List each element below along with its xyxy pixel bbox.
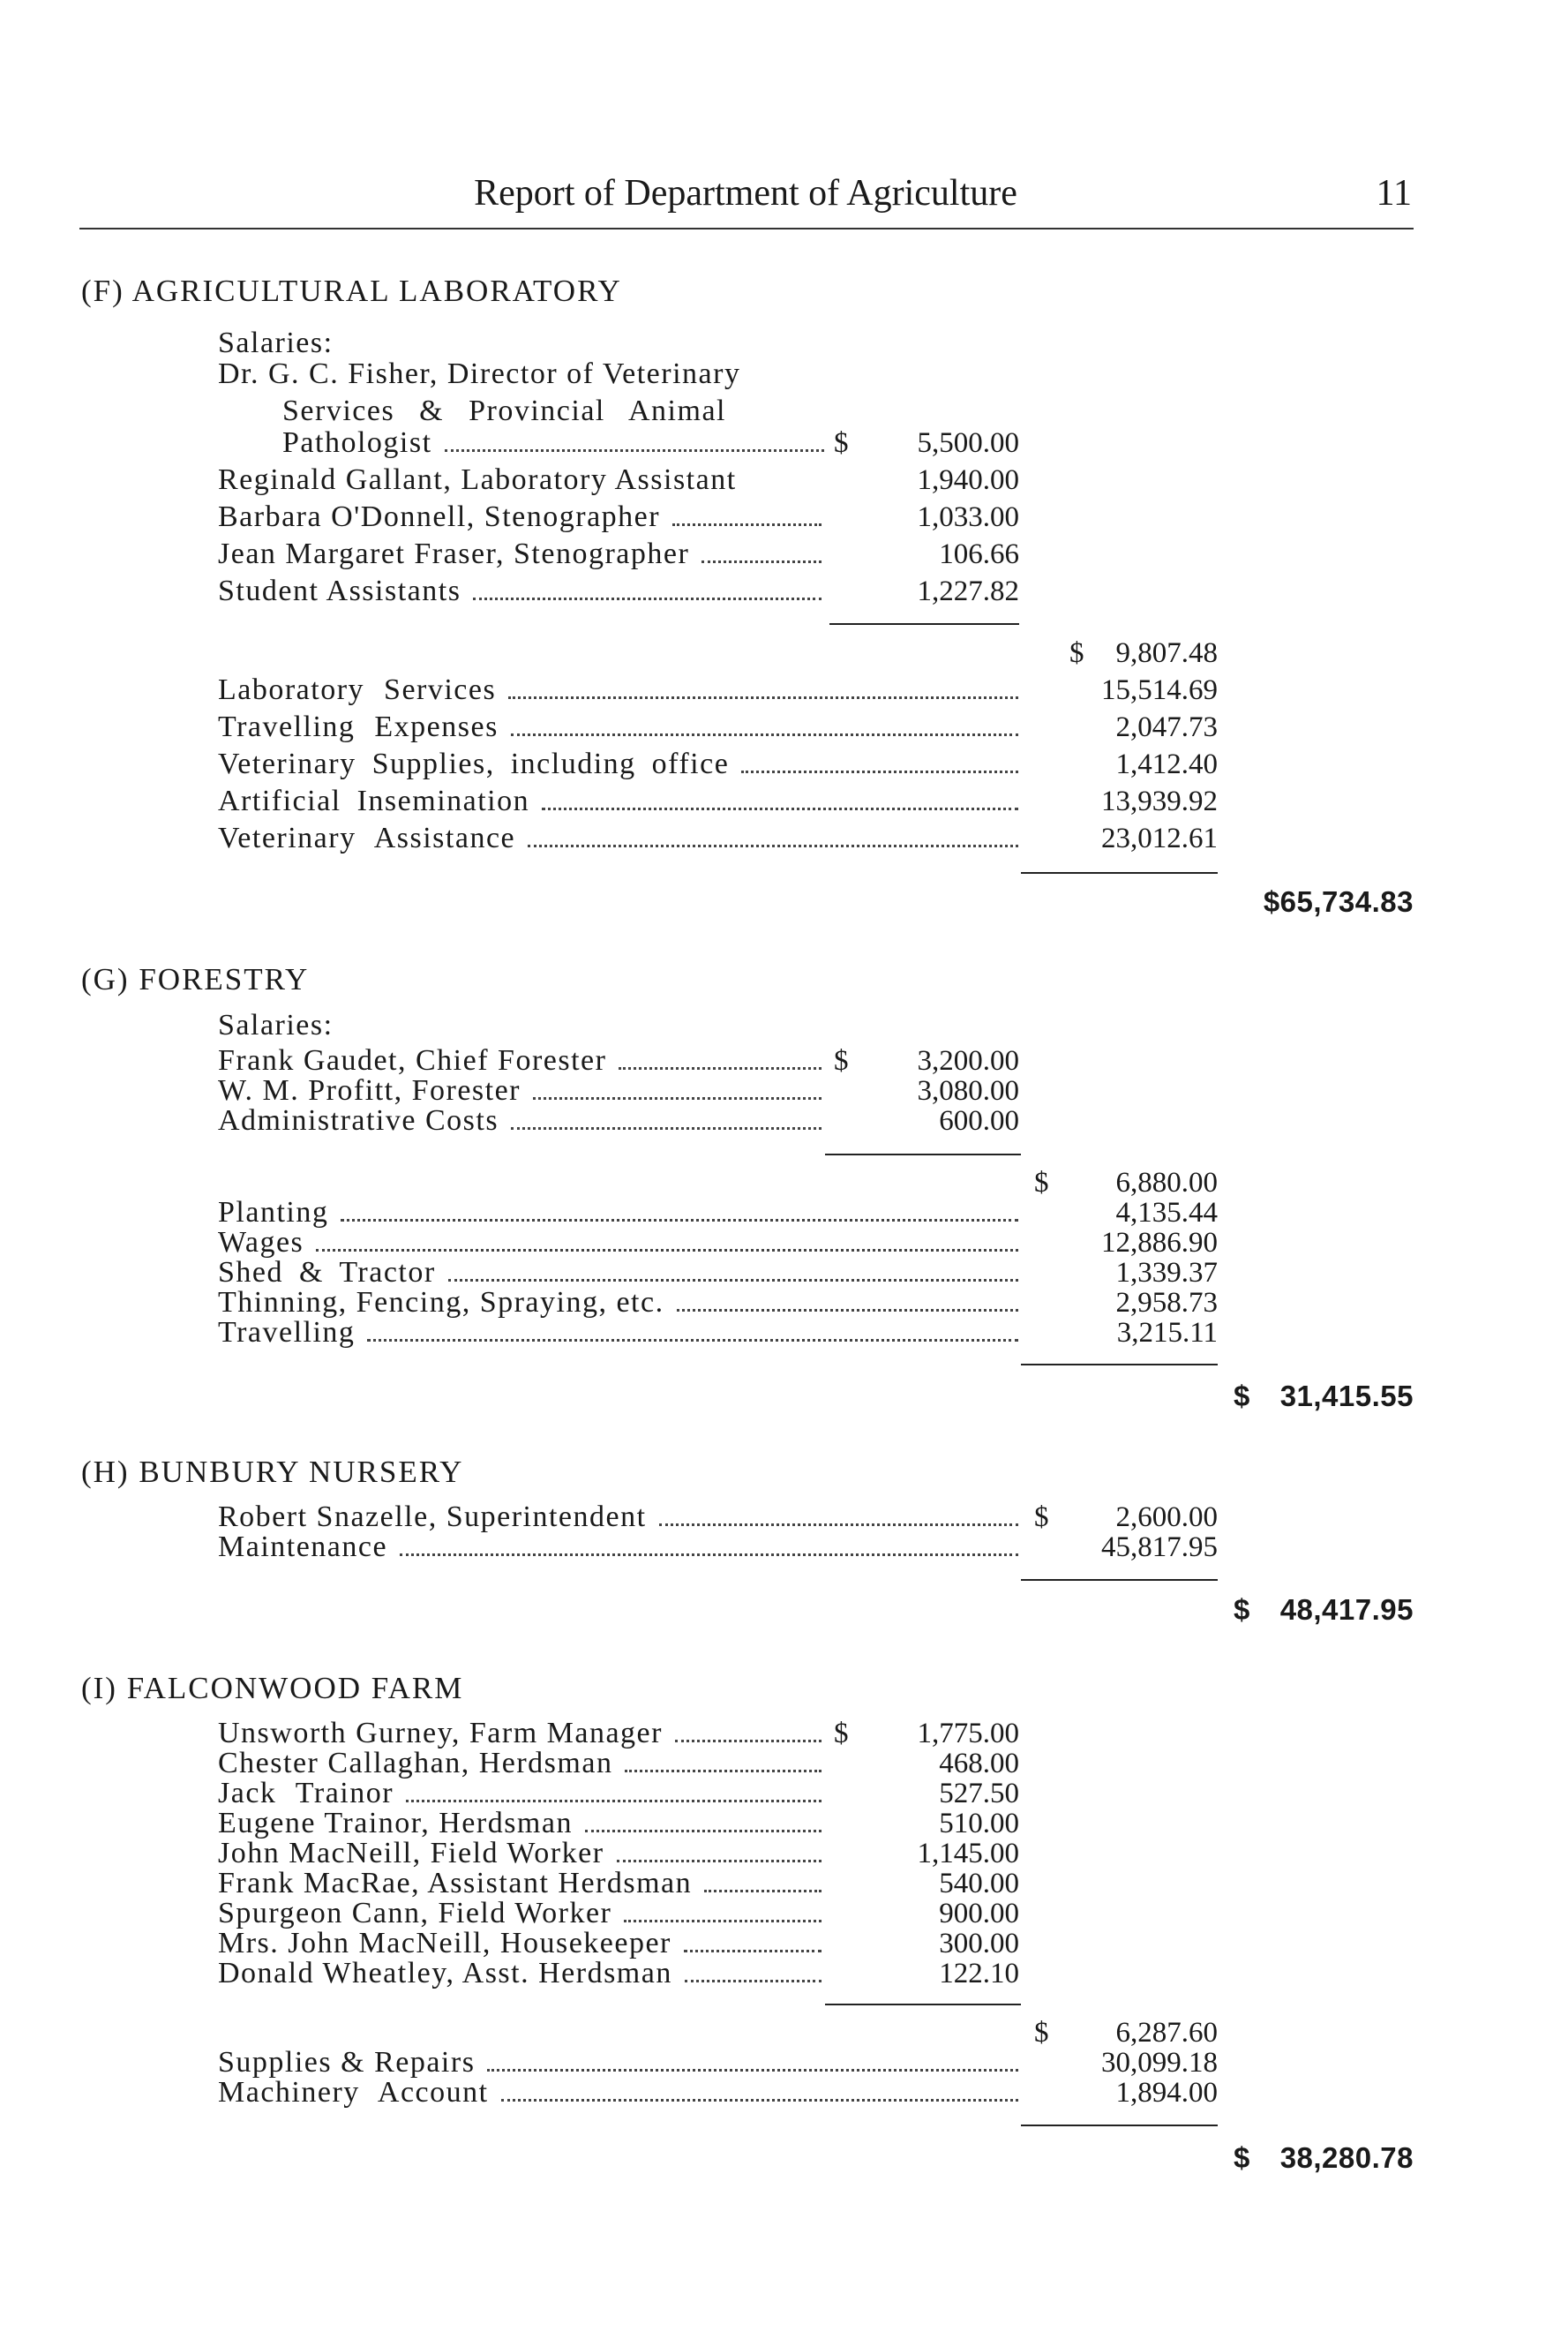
i-salaries-subtotal: 6,287.60 xyxy=(1115,2017,1218,2049)
callaghan-row: Chester Callaghan, Herdsman xyxy=(218,1747,827,1780)
section-f-salaries-label: Salaries: xyxy=(218,327,334,359)
planting-row: Planting xyxy=(218,1196,1024,1230)
currency-sign: $ xyxy=(1234,1593,1250,1626)
subtotal-rule xyxy=(829,623,1019,625)
wheatley-amount: 122.10 xyxy=(939,1958,1019,1989)
i-section-total: 38,280.78 xyxy=(1279,2141,1414,2174)
page-header xyxy=(79,172,1412,225)
planting-amount: 4,135.44 xyxy=(1115,1197,1218,1229)
admin-amount: 600.00 xyxy=(939,1105,1019,1137)
subtotal-rule xyxy=(1021,2125,1218,2126)
f-salaries-subtotal: 9,807.48 xyxy=(1115,637,1218,669)
jack-row: Jack Trainor xyxy=(218,1777,827,1810)
vet-supplies-amount: 1,412.40 xyxy=(1115,748,1218,780)
machinery-row: Machinery Account xyxy=(218,2076,1024,2110)
currency-sign: $ xyxy=(834,1045,849,1077)
supplies-amount: 30,099.18 xyxy=(1101,2047,1218,2079)
profitt-amount: 3,080.00 xyxy=(917,1075,1019,1107)
currency-sign: $ xyxy=(1034,1501,1049,1533)
fisher-line-2: Services & Provincial Animal xyxy=(282,395,726,427)
insemination-amount: 13,939.92 xyxy=(1101,786,1218,817)
shed-amount: 1,339.37 xyxy=(1115,1257,1218,1289)
g-travelling-row: Travelling xyxy=(218,1316,1024,1350)
mrs-macneill-row: Mrs. John MacNeill, Housekeeper xyxy=(218,1927,827,1960)
subtotal-rule xyxy=(1021,1364,1218,1365)
students-amount: 1,227.82 xyxy=(917,575,1019,607)
currency-sign: $ xyxy=(1234,1380,1250,1412)
currency-sign: $ xyxy=(1234,2141,1250,2174)
callaghan-amount: 468.00 xyxy=(939,1748,1019,1779)
gaudet-amount: 3,200.00 xyxy=(917,1045,1019,1077)
gaudet-row: Frank Gaudet, Chief Forester xyxy=(218,1044,827,1078)
snazelle-amount: 2,600.00 xyxy=(1115,1501,1218,1533)
lab-services-row: Laboratory Services xyxy=(218,673,1024,707)
thinning-amount: 2,958.73 xyxy=(1115,1287,1218,1319)
snazelle-row: Robert Snazelle, Superintendent xyxy=(218,1500,1024,1534)
subtotal-rule xyxy=(825,1154,1021,1155)
gallant-amount: 1,940.00 xyxy=(917,464,1019,496)
macrae-row: Frank MacRae, Assistant Herdsman xyxy=(218,1867,827,1900)
machinery-amount: 1,894.00 xyxy=(1115,2077,1218,2109)
g-section-total: 31,415.55 xyxy=(1279,1380,1414,1412)
gallant-row: Reginald Gallant, Laboratory Assistant xyxy=(218,463,737,496)
wages-row: Wages xyxy=(218,1226,1024,1260)
currency-sign: $ xyxy=(834,427,849,459)
eugene-row: Eugene Trainor, Herdsman xyxy=(218,1807,827,1840)
students-row: Student Assistants xyxy=(218,575,827,608)
fisher-line-1: Dr. G. C. Fisher, Director of Veterinary xyxy=(218,357,741,390)
g-travelling-amount: 3,215.11 xyxy=(1116,1317,1218,1349)
profitt-row: W. M. Profitt, Forester xyxy=(218,1074,827,1108)
eugene-amount: 510.00 xyxy=(939,1808,1019,1839)
section-f-heading: (F) AGRICULTURAL LABORATORY xyxy=(81,274,622,308)
f-section-total: $65,734.83 xyxy=(1263,885,1414,918)
lab-services-amount: 15,514.69 xyxy=(1101,674,1218,706)
wages-amount: 12,886.90 xyxy=(1101,1227,1218,1259)
macneill-amount: 1,145.00 xyxy=(917,1838,1019,1869)
g-salaries-subtotal: 6,880.00 xyxy=(1115,1167,1218,1199)
h-section-total: 48,417.95 xyxy=(1279,1593,1414,1626)
vet-assist-row: Veterinary Assistance xyxy=(218,822,1024,855)
section-i-heading: (I) FALCONWOOD FARM xyxy=(81,1671,464,1705)
odonnell-row: Barbara O'Donnell, Stenographer xyxy=(218,500,827,534)
admin-row: Administrative Costs xyxy=(218,1104,827,1138)
maintenance-row: Maintenance xyxy=(218,1531,1024,1564)
macrae-amount: 540.00 xyxy=(939,1868,1019,1899)
currency-sign: $ xyxy=(834,1718,849,1749)
supplies-row: Supplies & Repairs xyxy=(218,2046,1024,2080)
maintenance-amount: 45,817.95 xyxy=(1101,1531,1218,1563)
vet-assist-amount: 23,012.61 xyxy=(1101,823,1218,854)
macneill-row: John MacNeill, Field Worker xyxy=(218,1837,827,1870)
insemination-row: Artificial Insemination xyxy=(218,785,1024,818)
header-rule xyxy=(79,228,1414,229)
currency-sign: $ xyxy=(1034,2017,1049,2049)
odonnell-amount: 1,033.00 xyxy=(917,501,1019,533)
section-g-heading: (G) FORESTRY xyxy=(81,962,310,997)
vet-supplies-row: Veterinary Supplies, including office xyxy=(218,748,1024,781)
section-g-salaries-label: Salaries: xyxy=(218,1009,334,1042)
page-number: 11 xyxy=(1376,173,1412,214)
cann-amount: 900.00 xyxy=(939,1898,1019,1929)
wheatley-row: Donald Wheatley, Asst. Herdsman xyxy=(218,1957,827,1990)
fraser-amount: 106.66 xyxy=(939,538,1019,570)
currency-sign: $ xyxy=(1034,1167,1049,1199)
mrs-macneill-amount: 300.00 xyxy=(939,1928,1019,1959)
shed-row: Shed & Tractor xyxy=(218,1256,1024,1290)
f-travelling-amount: 2,047.73 xyxy=(1115,711,1218,743)
subtotal-rule xyxy=(1021,872,1218,874)
running-title: Report of Department of Agriculture xyxy=(474,173,1017,214)
section-h-heading: (H) BUNBURY NURSERY xyxy=(81,1455,464,1489)
f-travelling-row: Travelling Expenses xyxy=(218,711,1024,744)
gurney-row: Unsworth Gurney, Farm Manager xyxy=(218,1717,827,1750)
subtotal-rule xyxy=(1021,1579,1218,1581)
fisher-amount: 5,500.00 xyxy=(917,427,1019,459)
subtotal-rule xyxy=(825,2004,1021,2005)
currency-sign: $ xyxy=(1069,637,1084,669)
jack-amount: 527.50 xyxy=(939,1778,1019,1809)
fraser-row: Jean Margaret Fraser, Stenographer xyxy=(218,538,827,571)
cann-row: Spurgeon Cann, Field Worker xyxy=(218,1897,827,1930)
thinning-row: Thinning, Fencing, Spraying, etc. xyxy=(218,1286,1024,1320)
gurney-amount: 1,775.00 xyxy=(917,1718,1019,1749)
fisher-line-3: Pathologist xyxy=(282,426,829,460)
